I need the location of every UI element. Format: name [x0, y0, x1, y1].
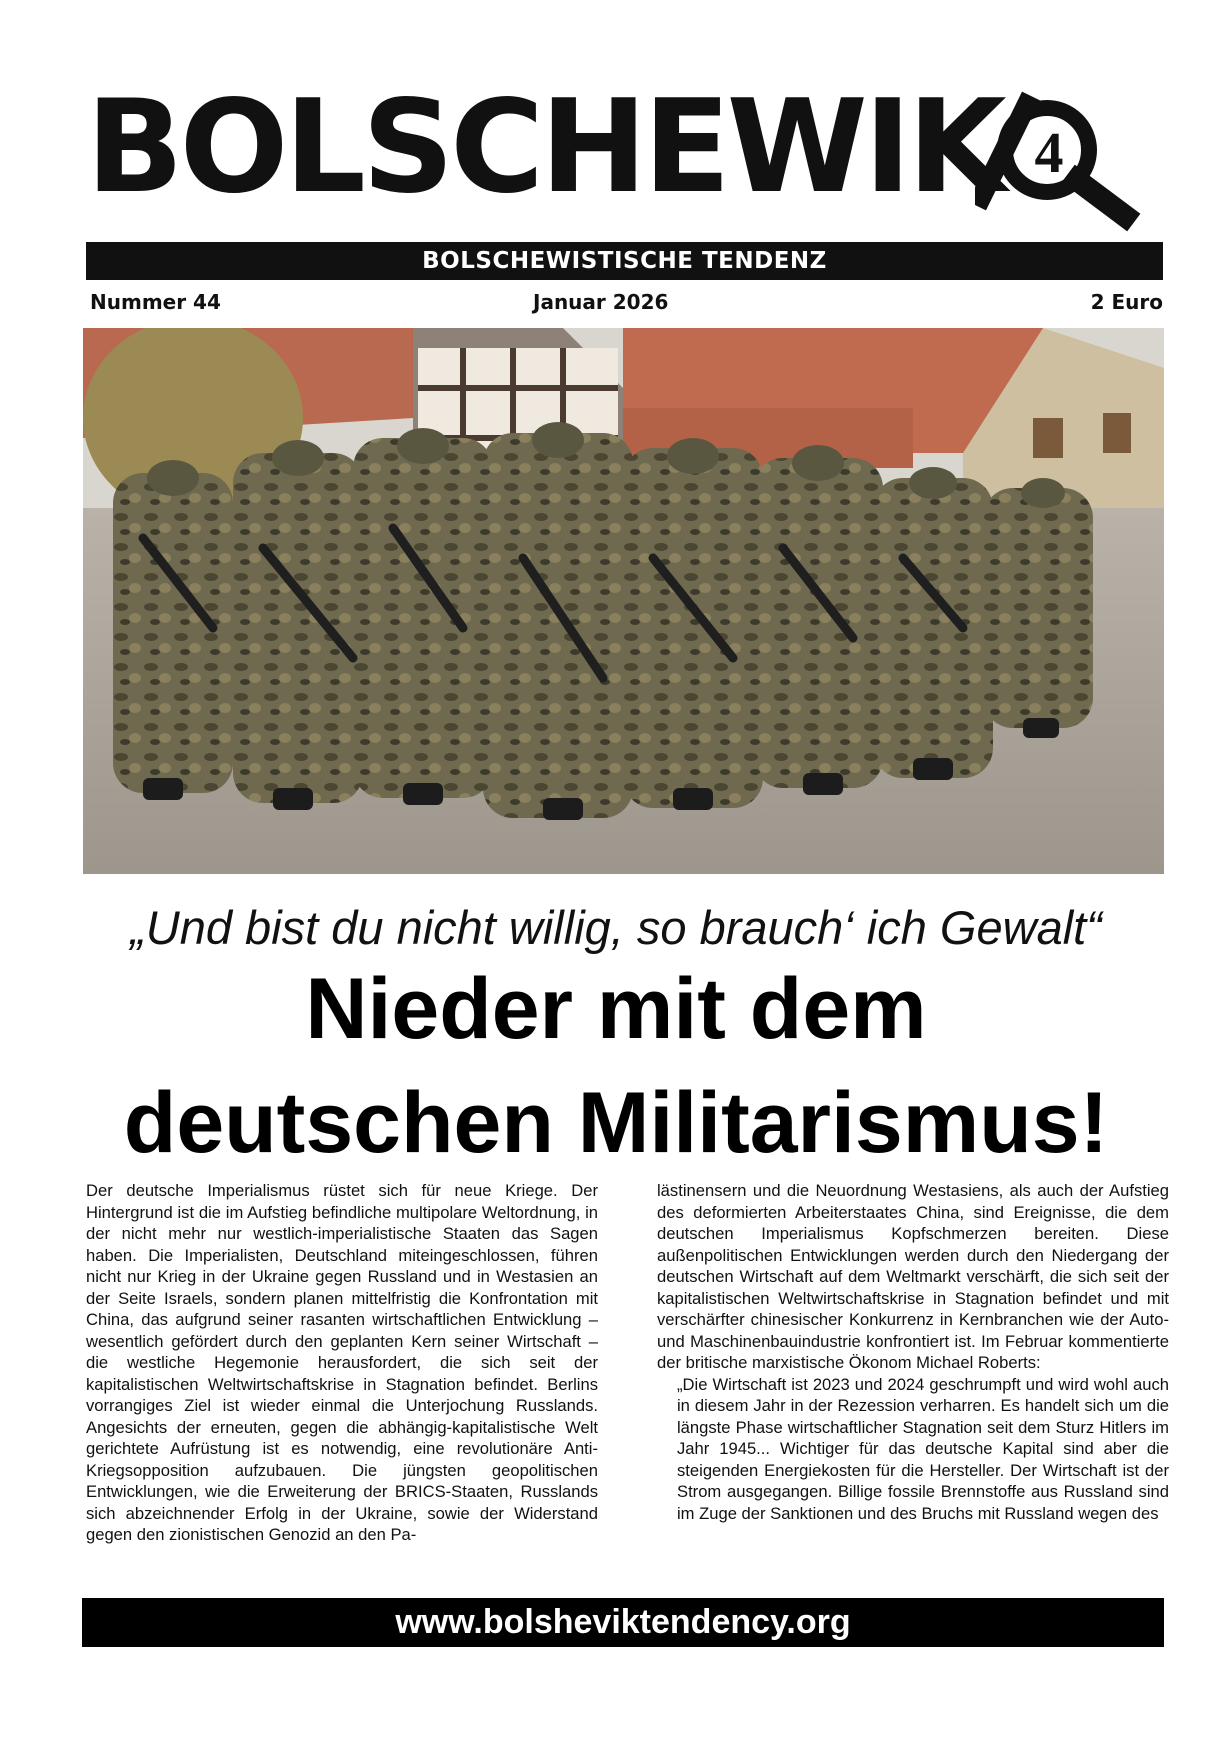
column-right-text: lästinensern und die Neuordnung Westasiens, als auch der Aufstieg des deformierten Arbeiterstaates China, sind Ereignisse, die dem deutschen Imperialismus Kopfschmerzen bereiten. Diese außenpolitischen Entwicklungen werden durch den Niedergang der deutschen Wirtschaft auf dem Weltmarkt verschärft, die sich seit der kapitalistischen Weltwirtschaftskrise in Stagnation befindet und mit verschärfter chinesischer Konkurrenz in Kernbranchen wie der Auto- und Maschinenbauindustrie konfrontiert ist. Im Februar kommentierte der britische marxistische Ökonom Michael Roberts: [657, 1181, 1169, 1372]
article-column-left [86, 1180, 598, 1546]
issue-date: Januar 2026 [533, 290, 669, 314]
bt-logo-icon [975, 88, 1155, 248]
headline-line-2: deutschen Militarismus! [123, 1075, 1109, 1171]
issue-number: Nummer 44 [90, 290, 221, 314]
column-left-text: Der deutsche Imperialismus rüstet sich für neue Kriege. Der Hintergrund ist die im Aufstieg befindliche multipolare Weltordnung, in der nicht mehr nur westlich-imperialistische Staaten das Sagen haben. Die Imperialisten, Deutschland miteingeschlossen, führen nicht nur Krieg in der Ukraine gegen Russland und in Westasien an der Seite Israels, sondern planen mittelfristig die Konfrontation mit China, das aufgrund seiner rasanten wirtschaftlichen Entwicklung – wesentlich gefördert durch den geplanten Kern seiner Wirtschaft – die westliche Hegemonie herausfordert, die sich seit der kapitalistischen Weltwirtschaftskrise in Stagnation befindet. Berlins vorrangiges Ziel ist wieder einmal die Unterjochung Russlands. Angesichts der erneuten, gegen die abhängig-kapitalistische Welt gerichtete Aufrüstung ist es notwendig, eine revolutionäre Anti-Kriegsopposition aufzubauen. Die jüngsten geopolitischen Entwicklungen, wie die Erweiterung der BRICS-Staaten, Russlands sich abzeichnender Erfolg in der Ukraine, sowie der Widerstand gegen den zionistischen Genozid an den Pa- [86, 1181, 598, 1544]
tendency-banner [86, 242, 1163, 280]
roberts-quote: „Die Wirtschaft ist 2023 und 2024 geschrumpft und wird wohl auch in diesem Jahr in der Rezession verharren. Es handelt sich um die längste Phase wirtschaftlicher Stagnation seit dem Sturz Hitlers im Jahr 1945... Wichtiger für das deutsche Kapital sind aber die steigenden Energiekosten für die Hersteller. Der Wirtschaft ist der Strom ausgegangen. Billige fossile Brennstoffe aus Russland sind im Zuge der Sanktionen und des Bruchs mit Russland wegen des [677, 1374, 1169, 1523]
article-subtitle: „Und bist du nicht willig, so brauch‘ ich Gewalt“ [130, 901, 1102, 954]
logo-number: 4 [1034, 120, 1064, 185]
tendency-label: BOLSCHEWISTISCHE TENDENZ [422, 248, 827, 274]
footer-banner [82, 1598, 1164, 1647]
headline-line-1: Nieder mit dem [305, 961, 927, 1057]
masthead-title: BOLSCHEWIK [86, 73, 1003, 222]
issue-price: 2 Euro [1090, 290, 1163, 314]
website-link[interactable]: www.bolsheviktendency.org [395, 1603, 851, 1641]
issue-info-row [88, 290, 1163, 318]
soldiers-photo [83, 328, 1164, 874]
article-column-right [657, 1180, 1169, 1524]
